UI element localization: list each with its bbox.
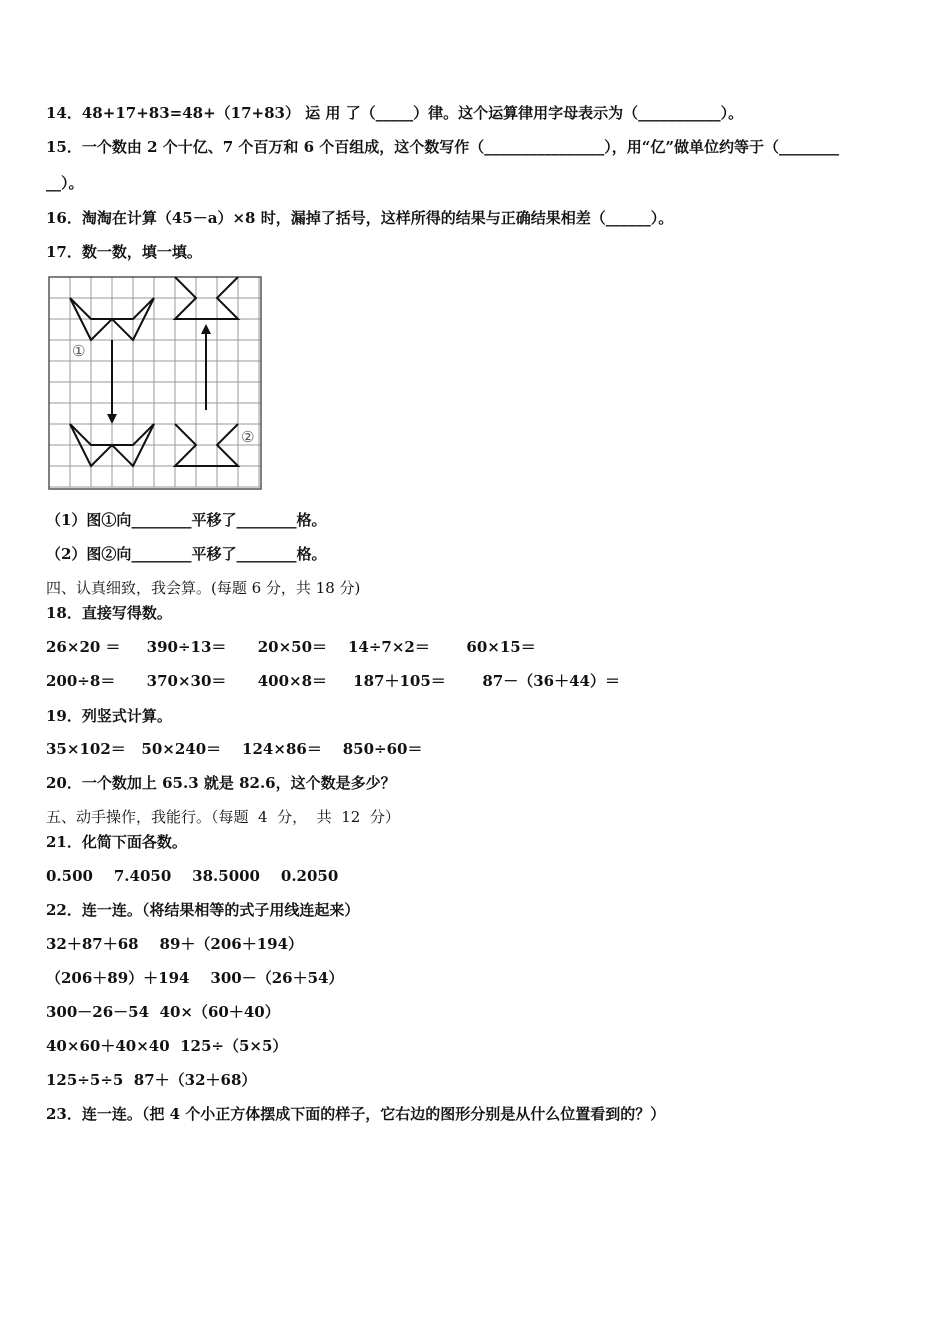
section-4-heading: 四、认真细致，我会算。(每题 6 分，共 18 分) [46, 579, 361, 597]
question-22: 22．连一连。（将结果相等的式子用线连起来） [46, 901, 360, 919]
question-22-row5: 125÷5÷5 87＋（32＋68） [46, 1071, 257, 1089]
arrow-up-head [201, 324, 211, 334]
question-14: 14．48+17+83=48+（17+83） 运 用 了（_____）律。这个运算律用字母表示为（___________）。 [46, 104, 744, 122]
question-17-sub1: （1）图①向________平移了________格。 [46, 511, 327, 529]
shape-1-label: ① [72, 342, 86, 360]
question-22-row2: （206＋89）＋194 300－（26＋54） [46, 969, 344, 987]
arrow-down-head [107, 414, 117, 424]
question-22-row1: 32＋87＋68 89＋（206＋194） [46, 935, 304, 953]
question-15-line1: 15．一个数由 2 个十亿、7 个百万和 6 个百组成，这个数写作（________________），用“亿”做单位约等于（________ [46, 138, 840, 156]
question-15-line2: __）。 [46, 174, 84, 192]
question-18-row2: 200÷8＝ 370×30＝ 400×8＝ 187＋105＝ 87－（36＋44）＝ [46, 672, 620, 690]
shape-2-label: ② [241, 428, 255, 446]
question-19: 19．列竖式计算。 [46, 707, 172, 725]
question-17: 17．数一数，填一填。 [46, 243, 202, 261]
question-17-sub2: （2）图②向________平移了________格。 [46, 545, 327, 563]
section-5-heading: 五、动手操作，我能行。（每题 4 分， 共 12 分） [46, 808, 400, 826]
question-22-row3: 300－26－54 40×（60＋40） [46, 1003, 280, 1021]
question-18: 18．直接写得数。 [46, 604, 172, 622]
question-16: 16．淘淘在计算（45－a）×8 时，漏掉了括号，这样所得的结果与正确结果相差（______）。 [46, 209, 674, 227]
question-23: 23．连一连。（把 4 个小正方体摆成下面的样子，它右边的图形分别是从什么位置看到的？） [46, 1105, 666, 1123]
question-19-row: 35×102＝ 50×240＝ 124×86＝ 850÷60＝ [46, 740, 423, 758]
question-22-row4: 40×60＋40×40 125÷（5×5） [46, 1037, 288, 1055]
question-21-row: 0.500 7.4050 38.5000 0.2050 [46, 867, 339, 885]
question-21: 21．化简下面各数。 [46, 833, 187, 851]
translation-grid-figure [44, 272, 266, 494]
question-20: 20．一个数加上 65.3 就是 82.6，这个数是多少？ [46, 774, 396, 792]
question-18-row1: 26×20 ＝ 390÷13＝ 20×50＝ 14÷7×2＝ 60×15＝ [46, 638, 536, 656]
